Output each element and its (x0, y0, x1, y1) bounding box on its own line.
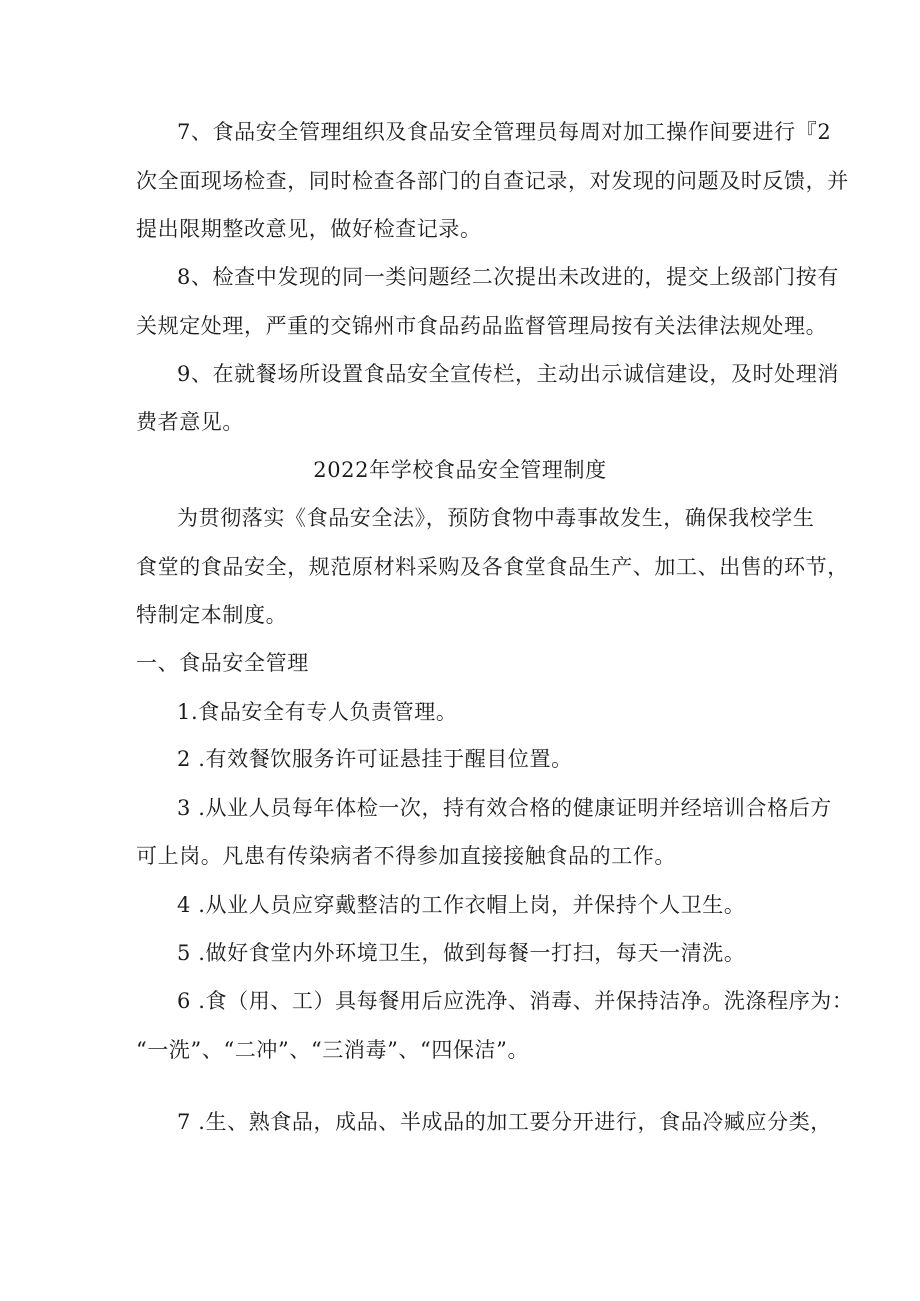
paragraph-9-line-2: 费者意见。 (136, 410, 244, 434)
intro-line-1: 为贯彻落实《食品安全法》，预防食物中毒事故发生，确保我校学生 (177, 506, 815, 530)
paragraph-7-line-3: 提出限期整改意见，做好检查记录。 (136, 217, 482, 241)
item-3-line-1: 3 .从业人员每年体检一次，持有效合格的健康证明并经培训合格后方 (177, 796, 832, 820)
paragraph-7-line-2: 次全面现场检查，同时检查各部门的自查记录，对发现的问题及时反馈，并 (136, 169, 849, 193)
item-4: 4 .从业人员应穿戴整洁的工作衣帽上岗，并保持个人卫生。 (177, 893, 746, 917)
item-6-line-2: “一洗”、“二冲”、“三消毒”、“四保洁”。 (136, 1038, 530, 1062)
item-2: 2 .有效餐饮服务许可证悬挂于醒目位置。 (177, 747, 573, 771)
section-title: 2022年学校食品安全管理制度 (313, 458, 607, 482)
item-7-line-1: 7 .生、熟食品，成品、半成品的加工要分开进行，食品冷臧应分类， (177, 1110, 832, 1134)
item-1: 1.食品安全有专人负责管理。 (177, 700, 458, 724)
paragraph-8-line-2: 关规定处理，严重的交锦州市食品药品监督管理局按有关法律法规处理。 (136, 314, 828, 338)
section-heading-1: 一、食品安全管理 (136, 651, 309, 675)
paragraph-8-line-1: 8、检查中发现的同一类问题经二次提出未改进的，提交上级部门按有 (177, 265, 839, 289)
item-6-line-1: 6 .食（用、工）具每餐用后应洗净、消毒、并保持洁净。洗涤程序为： (177, 989, 854, 1013)
paragraph-7-line-1: 7、食品安全管理组织及食品安全管理员每周对加工操作间要进行『2 (177, 120, 832, 144)
item-5: 5 .做好食堂内外环境卫生，做到每餐一打扫，每天一清洗。 (177, 941, 746, 965)
paragraph-9-line-1: 9、在就餐场所设置食品安全宣传栏，主动出示诚信建设，及时处理消 (177, 362, 839, 386)
intro-line-3: 特制定本制度。 (136, 603, 288, 627)
item-3-line-2: 可上岗。凡患有传染病者不得参加直接接触食品的工作。 (136, 844, 676, 868)
intro-line-2: 食堂的食品安全，规范原材料采购及各食堂食品生产、加工、出售的环节， (136, 555, 849, 579)
